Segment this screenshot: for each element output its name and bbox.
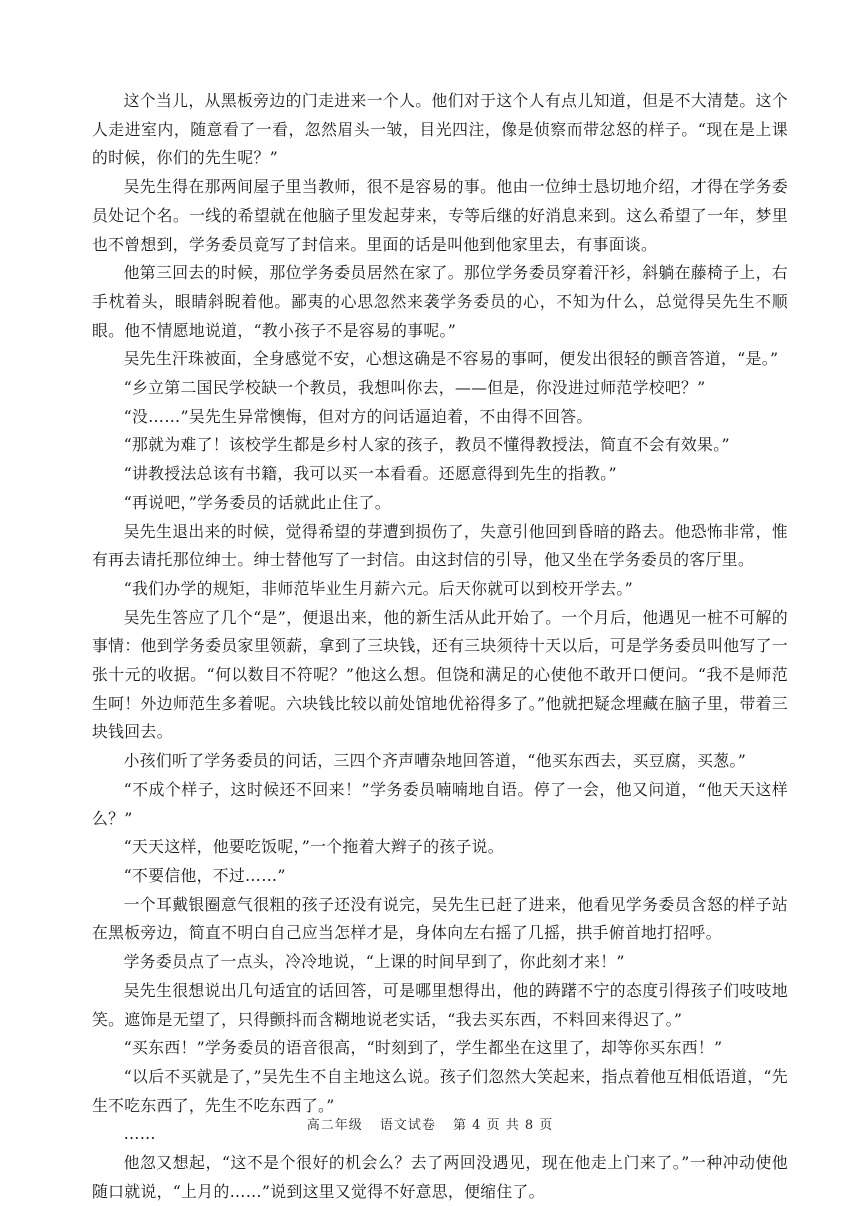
- page-footer: [0, 1114, 860, 1133]
- footer-page-number: 第 4 页 共 8 页: [453, 1118, 554, 1133]
- paragraph: 他第三回去的时候，那位学务委员居然在家了。那位学务委员穿着汗衫，斜躺在藤椅子上，右手枕着头，眼睛斜睨着他。鄙夷的心思忽然来袭学务委员的心，不知为什么，总觉得吴先生不顺眼。他不情愿地说道，“教小孩子不是容易的事呢。”: [92, 263, 788, 340]
- paragraph: “不要信他，不过……”: [123, 865, 286, 885]
- paragraph: “以后不买就是了，”吴先生不自主地这么说。孩子们忽然大笑起来，指点着他互相低语道，“先生不吃东西了，先生不吃东西了。”: [92, 1066, 788, 1115]
- paragraph: “我们办学的规矩，非师范毕业生月薪六元。后天你就可以到校开学去。”: [123, 578, 634, 598]
- paragraph: “那就为难了！该校学生都是乡村人家的孩子，教员不懂得教授法，简直不会有效果。”: [123, 435, 730, 455]
- paragraph: “不成个样子，这时候还不回来！”学务委员喃喃地自语。停了一会，他又问道，“他天天这样么？”: [92, 779, 788, 828]
- paragraph: “讲教授法总该有书籍，我可以买一本看看。还愿意得到先生的指教。”: [123, 464, 617, 484]
- paragraph: “没……”吴先生异常懊悔，但对方的问话逼迫着，不由得不回答。: [123, 406, 593, 426]
- article-body: [92, 87, 788, 1206]
- paragraph: 吴先生退出来的时候，觉得希望的芽遭到损伤了，失意引他回到昏暗的路去。他恐怖非常，惟有再去请托那位绅士。绅士替他写了一封信。由这封信的引导，他又坐在学务委员的客厅里。: [92, 521, 788, 570]
- paragraph: 一个耳戴银圈意气很粗的孩子还没有说完，吴先生已赶了进来，他看见学务委员含怒的样子站在黑板旁边，简直不明白自己应当怎样才是，身体向左右摇了几摇，拱手俯首地打招呼。: [92, 894, 788, 943]
- paragraph: 吴先生得在那两间屋子里当教师，很不是容易的事。他由一位绅士恳切地介绍，才得在学务委员处记个名。一线的希望就在他脑子里发起芽来，专等后继的好消息来到。这么希望了一年，梦里也不曾想到，学务委员竟写了封信来。里面的话是叫他到他家里去，有事面谈。: [92, 177, 788, 254]
- paragraph: “买东西！”学务委员的语音很高，“时刻到了，学生都坐在这里了，却等你买东西！”: [123, 1038, 723, 1058]
- paragraph: 小孩们听了学务委员的问话，三四个齐声嘈杂地回答道，“他买东西去，买豆腐，买葱。”: [123, 751, 747, 771]
- paragraph: “再说吧，”学务委员的话就此止住了。: [123, 492, 391, 512]
- footer-grade: 高二年级: [306, 1118, 363, 1133]
- paragraph: “乡立第二国民学校缺一个教员，我想叫你去，——但是，你没进过师范学校吧？”: [123, 378, 706, 398]
- paragraph: 学务委员点了一点头，冷冷地说，“上课的时间早到了，你此刻才来！”: [123, 952, 625, 972]
- ellipsis-line: ……: [123, 1124, 156, 1144]
- paragraph: 他忽又想起，“这不是个很好的机会么？去了两回没遇见，现在他走上门来了。”一种冲动使他随口就说，“上月的……”说到这里又觉得不好意思，便缩住了。: [92, 1153, 788, 1201]
- paragraph: 吴先生答应了几个“是”，便退出来，他的新生活从此开始了。一个月后，他遇见一桩不可解的事情：他到学务委员家里领薪，拿到了三块钱，还有三块须待十天以后，可是学务委员叫他写了一张十元的收据。“何以数目不符呢？”他这么想。但饶和满足的心使他不敢开口便问。“我不是师范生呵！外边师范生多着呢。六块钱比较以前处馆地优裕得多了。”他就把疑念埋藏在脑子里，带着三块钱回去。: [92, 607, 788, 742]
- paragraph: “天天这样，他要吃饭呢，”一个拖着大辫子的孩子说。: [123, 837, 504, 857]
- paragraph: 这个当儿，从黑板旁边的门走进来一个人。他们对于这个人有点儿知道，但是不大清楚。这个人走进室内，随意看了一看，忽然眉头一皱，目光四注，像是侦察而带忿怒的样子。“现在是上课的时候，你们的先生呢？”: [92, 91, 788, 168]
- footer-subject: 语文试卷: [379, 1118, 436, 1133]
- paragraph: 吴先生很想说出几句适宜的话回答，可是哪里想得出，他的踌躇不宁的态度引得孩子们吱吱地笑。遮饰是无望了，只得颤抖而含糊地说老实话，“我去买东西，不料回来得迟了。”: [92, 980, 788, 1029]
- paragraph: 吴先生汗珠被面，全身感觉不安，心想这确是不容易的事呵，便发出很轻的颤音答道，“是。”: [123, 349, 779, 369]
